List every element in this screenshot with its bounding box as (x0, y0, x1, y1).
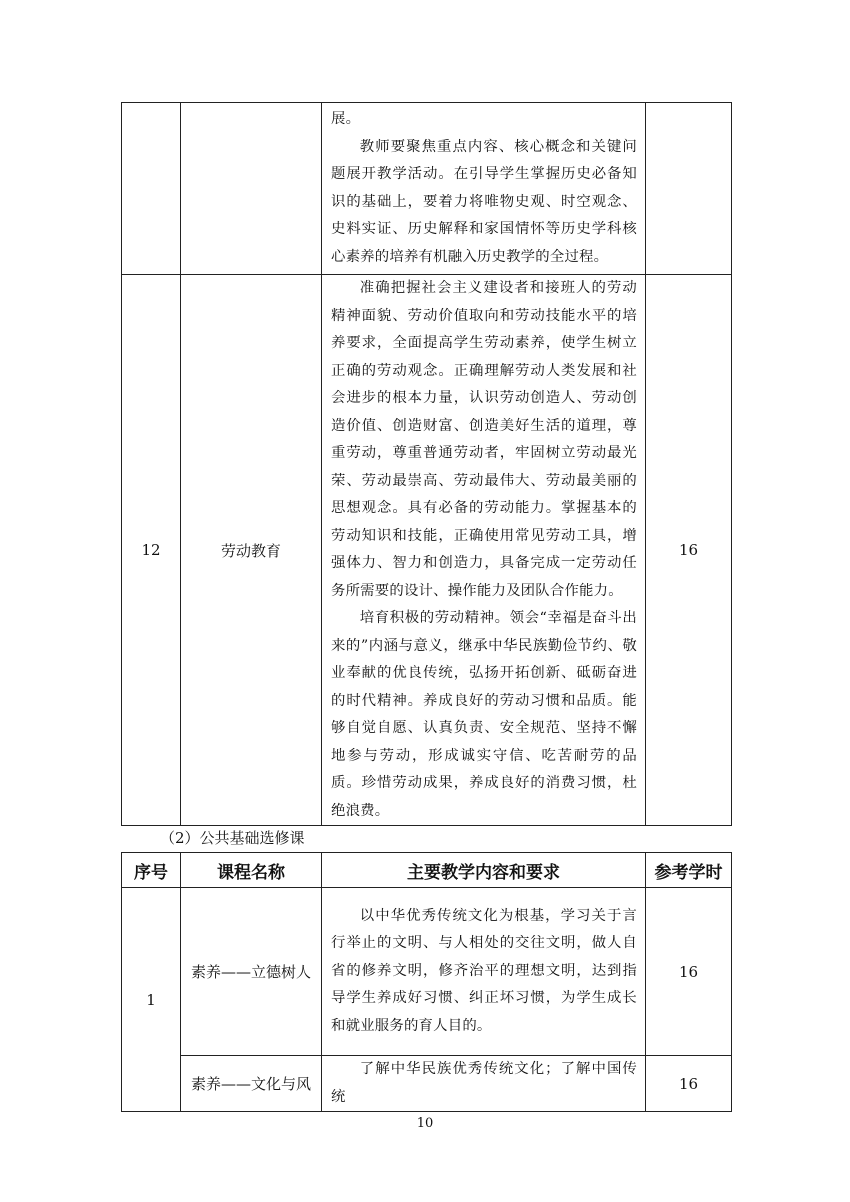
table-row (122, 275, 732, 826)
course-content-cell (322, 103, 646, 275)
course-number-cell: 12 (122, 275, 181, 826)
elective-course-table (121, 852, 732, 1112)
content-paragraph: 了解中华民族优秀传统文化；了解中国传统 (331, 1061, 637, 1105)
course-hours-cell: 16 (646, 1056, 732, 1112)
table-row (122, 1056, 732, 1112)
course-hours-cell (646, 103, 732, 275)
content-paragraph: 培育积极的劳动精神。领会“幸福是奋斗出来的”内涵与意义，继承中华民族勤俭节约、敬业奉献的优良传统，弘扬开拓创新、砥砺奋进的时代精神。养成良好的劳动习惯和品质。能够自觉自愿、认真负责、安全规范、坚持不懈地参与劳动，形成诚实守信、吃苦耐劳的品质。珍惜劳动成果，养成良好的消费习惯，杜绝浪费。 (331, 610, 637, 819)
course-name-cell: 素养——立德树人 (181, 888, 322, 1056)
table-row (122, 888, 732, 1056)
course-number-cell (122, 103, 181, 275)
header-course-name: 课程名称 (181, 853, 322, 888)
header-content: 主要教学内容和要求 (322, 853, 646, 888)
content-paragraph: 以中华优秀传统文化为根基，学习关于言行举止的文明、与人相处的交往文明，做人自省的修养文明，修齐治平的理想文明，达到指导学生养成好习惯、纠正坏习惯，为学生成长和就业服务的育人目的。 (331, 907, 637, 1034)
content-paragraph: 准确把握社会主义建设者和接班人的劳动精神面貌、劳动价值取向和劳动技能水平的培养要求，全面提高学生劳动素养，使学生树立正确的劳动观念。正确理解劳动人类发展和社会进步的根本力量，认识劳动创造人、劳动创造价值、创造财富、创造美好生活的道理，尊重劳动，尊重普通劳动者，牢固树立劳动最光荣、劳动最崇高、劳动最伟大、劳动最美丽的思想观念。具有必备的劳动能力。掌握基本的劳动知识和技能，正确使用常见劳动工具，增强体力、智力和创造力，具备完成一定劳动任务所需要的设计、操作能力及团队合作能力。 (331, 280, 637, 599)
header-hours: 参考学时 (646, 853, 732, 888)
course-name-cell: 素养——文化与风 (181, 1056, 322, 1112)
section-heading: （2）公共基础选修课 (160, 829, 305, 847)
course-content-cell (322, 1056, 646, 1112)
header-number: 序号 (122, 853, 181, 888)
page-number: 10 (416, 1116, 434, 1131)
table-header-row (122, 853, 732, 888)
content-paragraph: 教师要聚焦重点内容、核心概念和关键问题展开教学活动。在引导学生掌握历史必备知识的基础上，要着力将唯物史观、时空观念、史料实证、历史解释和家国情怀等历史学科核心素养的培养有机融入历史教学的全过程。 (331, 138, 637, 265)
table-row (122, 103, 732, 275)
course-name-cell: 劳动教育 (181, 275, 322, 826)
course-table-continued (121, 102, 732, 826)
content-paragraph: 展。 (331, 111, 361, 127)
course-name-cell (181, 103, 322, 275)
course-content-cell (322, 888, 646, 1056)
course-hours-cell: 16 (646, 275, 732, 826)
course-hours-cell: 16 (646, 888, 732, 1056)
course-content-cell (322, 275, 646, 826)
course-number-cell: 1 (122, 888, 181, 1112)
